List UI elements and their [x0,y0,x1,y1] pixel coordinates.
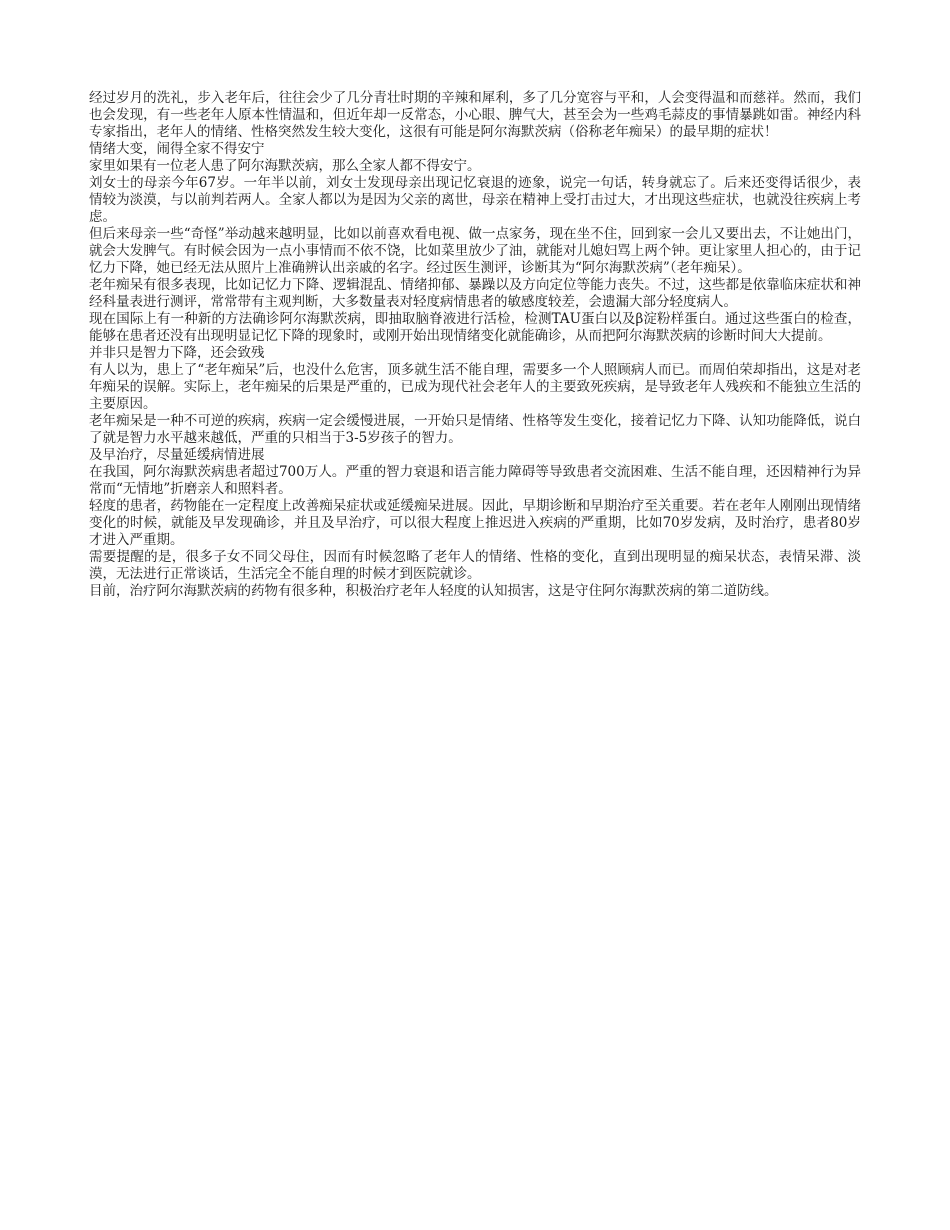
paragraph: 现在国际上有一种新的方法确诊阿尔海默茨病，即抽取脑脊液进行活检，检测TAU蛋白以及β淀粉样蛋白。通过这些蛋白的检查，能够在患者还没有出现明显记忆下降的现象时，或刚开始出现情绪变化就能确诊，从而把阿尔海默茨病的诊断时间大大提前。 [89,311,861,344]
paragraph: 目前，治疗阿尔海默茨病的药物有很多种，积极治疗老年人轻度的认知损害，这是守住阿尔海默茨病的第二道防线。 [89,583,778,599]
paragraph: 有人以为，患上了“老年痴呆”后，也没什么危害，顶多就生活不能自理，需要多一个人照顾病人而已。而周伯荣却指出，这是对老年痴呆的误解。实际上，老年痴呆的后果是严重的，已成为现代社会老年人的主要致死疾病，是导致老年人残疾和不能独立生活的主要原因。 [89,362,861,412]
section-heading-disability: 并非只是智力下降，还会致残 [89,345,265,361]
section-heading-early-treatment: 及早治疗，尽量延缓病情进展 [89,447,265,463]
paragraph: 但后来母亲一些“奇怪”举动越来越明显，比如以前喜欢看电视、做一点家务，现在坐不住，回到家一会儿又要出去，不让她出门，就会大发脾气。有时候会因为一点小事情而不依不饶，比如菜里放少了油，就能对儿媳妇骂上两个钟。更让家里人担心的，由于记忆力下降，她已经无法从照片上准确辨认出亲戚的名字。经过医生测评，诊断其为“阿尔海默茨病”（老年痴呆）。 [89,226,861,276]
article-body [89,90,861,600]
paragraph: 轻度的患者，药物能在一定程度上改善痴呆症状或延缓痴呆进展。因此，早期诊断和早期治疗至关重要。若在老年人刚刚出现情绪变化的时候，就能及早发现确诊，并且及早治疗，可以很大程度上推迟进入疾病的严重期，比如70岁发病，及时治疗，患者80岁才进入严重期。 [89,498,861,548]
paragraph: 刘女士的母亲今年67岁。一年半以前，刘女士发现母亲出现记忆衰退的迹象，说完一句话，转身就忘了。后来还变得话很少，表情较为淡漠，与以前判若两人。全家人都以为是因为父亲的离世，母亲在精神上受打击过大，才出现这些症状，也就没往疾病上考虑。 [89,175,861,225]
paragraph: 老年痴呆是一种不可逆的疾病，疾病一定会缓慢进展，一开始只是情绪、性格等发生变化，接着记忆力下降、认知功能降低，说白了就是智力水平越来越低，严重的只相当于3-5岁孩子的智力。 [89,413,861,446]
section-heading-mood-change: 情绪大变，闹得全家不得安宁 [89,141,265,157]
paragraph: 家里如果有一位老人患了阿尔海默茨病，那么全家人都不得安宁。 [89,158,481,174]
paragraph: 在我国，阿尔海默茨病患者超过700万人。严重的智力衰退和语言能力障碍等导致患者交流困难、生活不能自理，还因精神行为异常而“无情地”折磨亲人和照料者。 [89,464,861,497]
paragraph: 需要提醒的是，很多子女不同父母住，因而有时候忽略了老年人的情绪、性格的变化，直到出现明显的痴呆状态，表情呆滞、淡漠，无法进行正常谈话，生活完全不能自理的时候才到医院就诊。 [89,549,861,582]
paragraph: 老年痴呆有很多表现，比如记忆力下降、逻辑混乱、情绪抑郁、暴躁以及方向定位等能力丧失。不过，这些都是依靠临床症状和神经科量表进行测评，常常带有主观判断，大多数量表对轻度病情患者的敏感度较差，会遗漏大部分轻度病人。 [89,277,861,310]
intro-paragraph: 经过岁月的洗礼，步入老年后，往往会少了几分青壮时期的辛辣和犀利，多了几分宽容与平和，人会变得温和而慈祥。然而，我们也会发现，有一些老年人原本性情温和，但近年却一反常态，小心眼、脾气大，甚至会为一些鸡毛蒜皮的事情暴跳如雷。神经内科专家指出，老年人的情绪、性格突然发生较大变化，这很有可能是阿尔海默茨病（俗称老年痴呆）的最早期的症状！ [89,90,861,140]
